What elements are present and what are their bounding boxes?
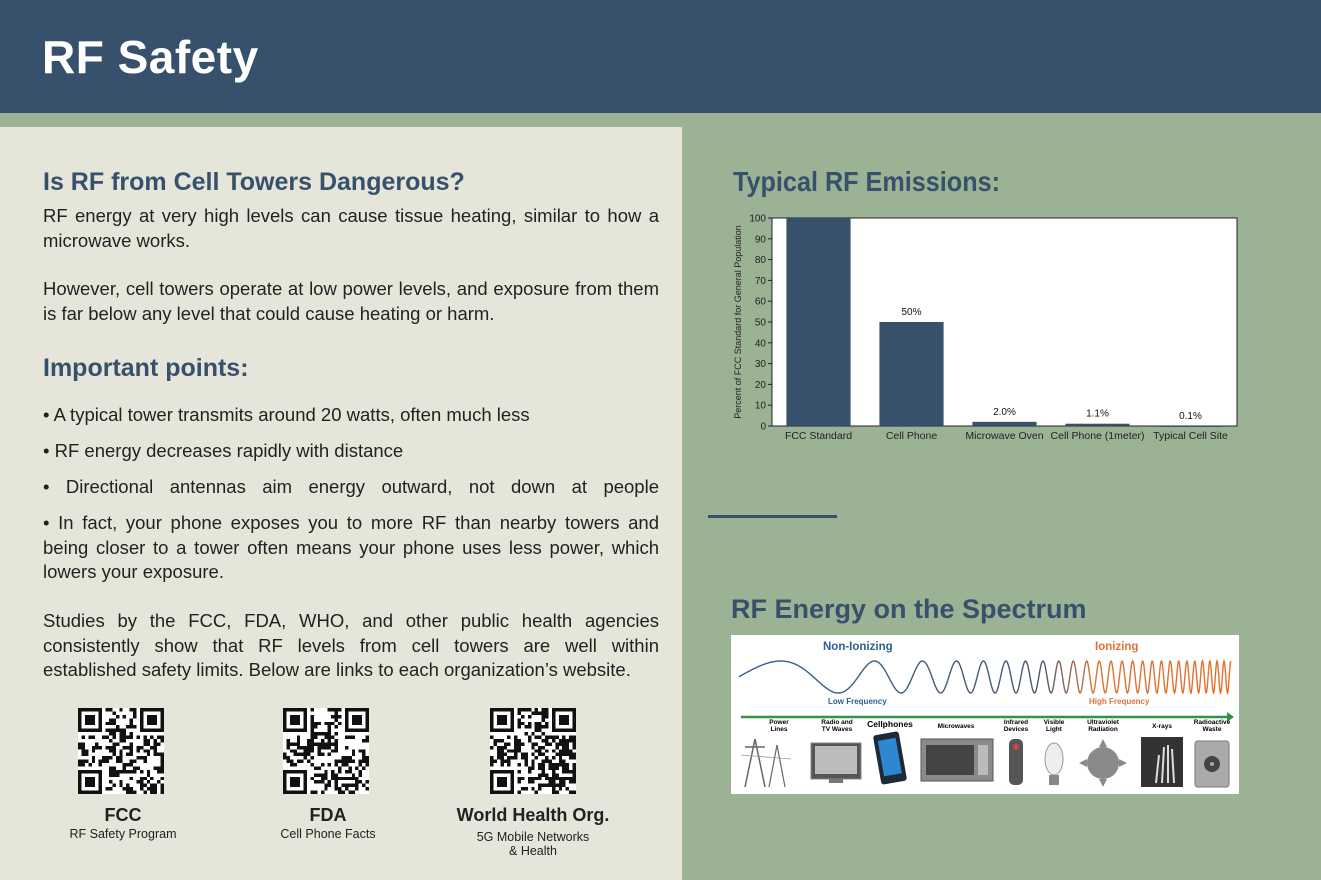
wave-line bbox=[739, 661, 1231, 693]
y-tick-label: 50 bbox=[754, 317, 766, 329]
ionizing-label: Ionizing bbox=[1095, 641, 1139, 653]
bar-value-label: 0.1% bbox=[1179, 410, 1202, 422]
y-tick-label: 10 bbox=[754, 400, 766, 412]
lightbulb-icon bbox=[1045, 743, 1063, 785]
x-tick-label: Cell Phone (1meter) bbox=[1050, 430, 1145, 442]
paragraph-tissue-heating: RF energy at very high levels can cause tissue heating, similar to how a microwave works. bbox=[43, 205, 659, 251]
non-ionizing-label: Non-Ionizing bbox=[823, 641, 893, 653]
y-tick-label: 100 bbox=[749, 213, 766, 225]
y-tick-label: 70 bbox=[754, 275, 766, 287]
y-axis-label: Percent of FCC Standard for General Population bbox=[733, 225, 743, 419]
chart-title: Typical RF Emissions: bbox=[733, 166, 1001, 197]
qr-sublabel-fda: Cell Phone Facts bbox=[280, 827, 376, 841]
section-heading-danger: Is RF from Cell Towers Dangerous? bbox=[43, 168, 465, 196]
qr-label-who: World Health Org. bbox=[456, 805, 610, 825]
x-tick-label: Typical Cell Site bbox=[1153, 430, 1228, 442]
rf-emissions-chart bbox=[728, 208, 1244, 448]
bar bbox=[1158, 426, 1222, 427]
xray-icon bbox=[1141, 737, 1183, 787]
paragraph-studies: Studies by the FCC, FDA, WHO, and other public health agencies consistently show that RF levels from cell towers are well within established safety limits. Below are links to each organization’s website. bbox=[43, 610, 659, 680]
y-tick-label: 30 bbox=[754, 359, 766, 371]
qr-sublabel-who: 5G Mobile Networks & Health bbox=[476, 830, 590, 858]
microwave-icon bbox=[921, 739, 993, 781]
bar-value-label: 2.0% bbox=[993, 406, 1016, 418]
spectrum-item-label: Visible Light bbox=[1043, 719, 1065, 733]
bar bbox=[1065, 424, 1129, 426]
section-heading-points: Important points: bbox=[43, 354, 249, 382]
section-divider bbox=[708, 515, 837, 518]
bar bbox=[786, 218, 850, 426]
bar-value-label: 50% bbox=[901, 307, 922, 318]
y-tick-label: 0 bbox=[760, 421, 766, 433]
bar-value-label: 1.1% bbox=[1086, 408, 1109, 420]
bullet-item: • In fact, your phone exposes you to more RF than nearby towers and being closer to a tower often means your phone uses less power, which lowers your exposure. bbox=[43, 512, 659, 582]
bullet-item: • RF energy decreases rapidly with distance bbox=[43, 440, 404, 461]
x-tick-label: Microwave Oven bbox=[965, 430, 1044, 442]
bullet-item: • Directional antennas aim energy outward, not down at people bbox=[43, 476, 659, 497]
sun-icon bbox=[1079, 739, 1127, 787]
qr-code-fda[interactable] bbox=[283, 708, 369, 794]
qr-sublabel-fcc: RF Safety Program bbox=[69, 827, 177, 841]
radioactive-barrel-icon bbox=[1195, 741, 1229, 787]
paragraph-low-power: However, cell towers operate at low power levels, and exposure from them is far below any level that could cause heating or harm. bbox=[43, 278, 659, 324]
x-tick-label: Cell Phone bbox=[885, 430, 938, 442]
power-lines-icon bbox=[741, 739, 791, 787]
spectrum-item-label: Radio and TV Waves bbox=[821, 719, 853, 733]
y-tick-label: 80 bbox=[754, 255, 766, 267]
infrared-remote-icon bbox=[1009, 739, 1023, 785]
header-strip bbox=[0, 113, 1321, 127]
spectrum-item-label: Infrared Devices bbox=[1003, 719, 1029, 733]
qr-code-who[interactable] bbox=[490, 708, 576, 794]
spectrum-item-label: Ultraviolet Radiation bbox=[1087, 719, 1119, 733]
header-banner bbox=[0, 0, 1321, 113]
bullet-item: • A typical tower transmits around 20 watts, often much less bbox=[43, 404, 530, 425]
cellphone-icon bbox=[873, 731, 907, 785]
spectrum-item-label: Radioactive Waste bbox=[1193, 719, 1231, 733]
y-tick-label: 60 bbox=[754, 296, 766, 308]
tv-icon bbox=[811, 743, 861, 783]
qr-code-fcc[interactable] bbox=[78, 708, 164, 794]
spectrum-item-label: Cellphones bbox=[867, 719, 913, 729]
spectrum-item-label: Power Lines bbox=[769, 719, 789, 733]
y-tick-label: 20 bbox=[754, 379, 766, 391]
spectrum-graphic bbox=[731, 635, 1239, 794]
spectrum-item-label: Microwaves bbox=[937, 723, 975, 730]
x-tick-label: FCC Standard bbox=[784, 430, 853, 442]
high-frequency-label: High Frequency bbox=[1089, 697, 1150, 706]
qr-label-fda: FDA bbox=[309, 805, 347, 825]
qr-label-fcc: FCC bbox=[104, 805, 142, 825]
low-frequency-label: Low Frequency bbox=[828, 697, 887, 706]
bar bbox=[972, 422, 1036, 426]
spectrum-title: RF Energy on the Spectrum bbox=[731, 594, 1087, 624]
page-title: RF Safety bbox=[42, 31, 259, 83]
spectrum-item-label: X-rays bbox=[1152, 723, 1172, 730]
bar bbox=[879, 322, 943, 426]
y-tick-label: 40 bbox=[754, 338, 766, 350]
y-tick-label: 90 bbox=[754, 234, 766, 246]
